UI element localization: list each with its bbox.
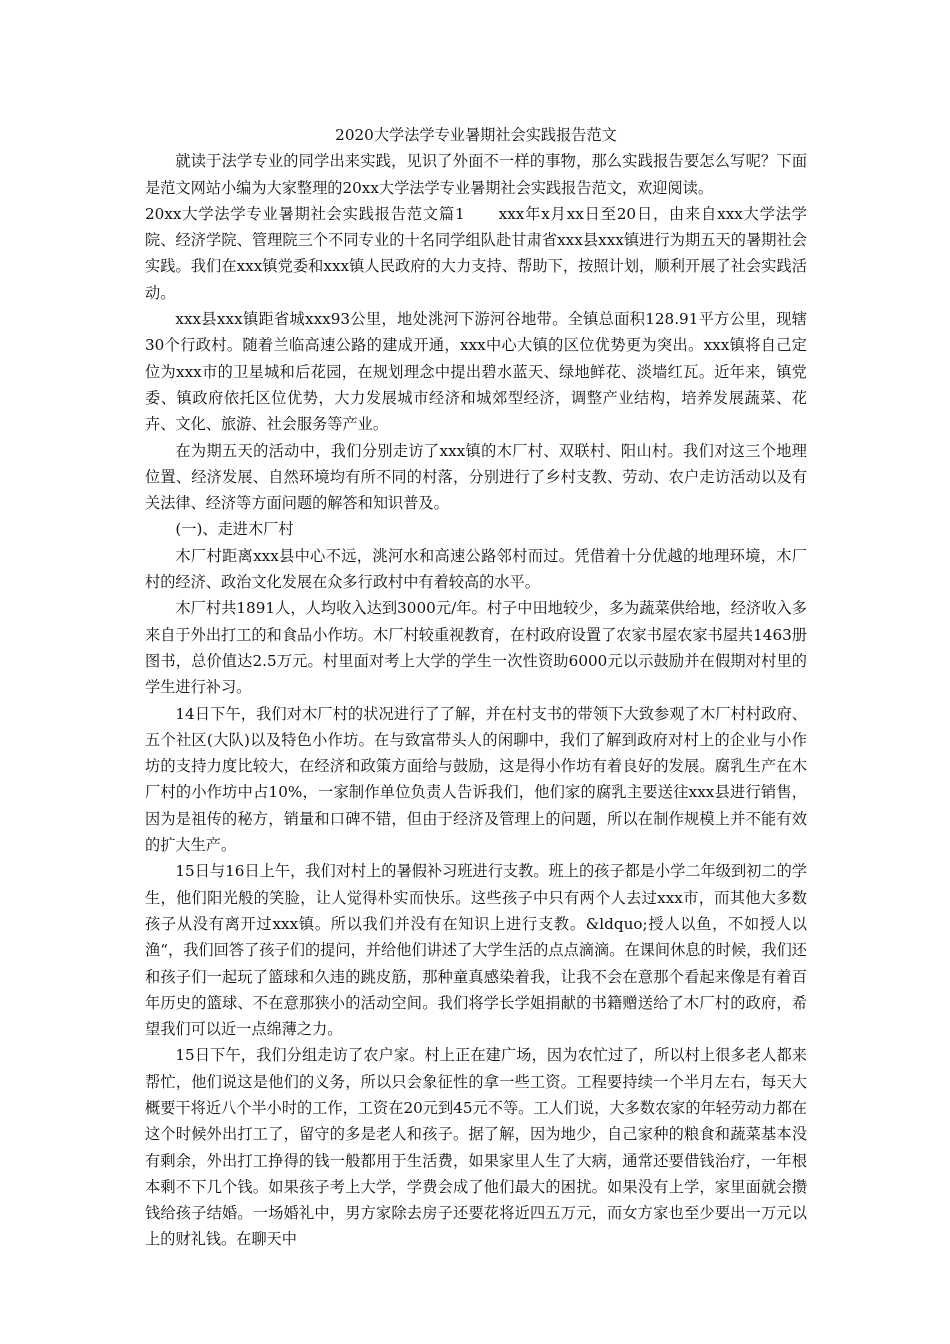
body-paragraph-4: 木厂村共1891人，人均收入达到3000元/年。村子中田地较少，多为蔬菜供给地，经济收入多来自于外出打工的和食品小作坊。木厂村较重视教育，在村政府设置了农家书屋农家书屋共1463册图书，总价值达2.5万元。村里面对考上大学的学生一次性资助6000元以示鼓励并在假期对村里的学生进行补习。 [145, 599, 807, 697]
section-heading: 20xx大学法学专业暑期社会实践报告范文篇1 [145, 204, 465, 223]
subsection-heading: (一)、走进木厂村 [175, 520, 294, 539]
intro-paragraph: 就读于法学专业的同学出来实践，见识了外面不一样的事物，那么实践报告要怎么写呢？下面是范文网站小编为大家整理的20xx大学法学专业暑期社会实践报告范文，欢迎阅读。 [145, 152, 807, 197]
section-paragraph [145, 201, 807, 306]
document-title: 2020大学法学专业暑期社会实践报告范文 [335, 126, 617, 144]
body-paragraph-2: 在为期五天的活动中，我们分别走访了xxx镇的木厂村、双联村、阳山村。我们对这三个地理位置、经济发展、自然环境均有所不同的村落，分别进行了乡村支教、劳动、农户走访活动以及有关法律、经济等方面问题的解答和知识普及。 [145, 441, 807, 513]
body-paragraph-6: 15日与16日上午，我们对村上的暑假补习班进行支教。班上的孩子都是小学二年级到初二的学生，他们阳光般的笑脸，让人觉得朴实而快乐。这些孩子中只有两个人去过xxx市，而其他大多数孩子从没有离开过xxx镇。所以我们并没有在知识上进行支教。&ldquo;授人以鱼，不如授人以渔“，我们回答了孩子们的提问，并给他们讲述了大学生活的点点滴滴。在课间休息的时候，我们还和孩子们一起玩了篮球和久违的跳皮筋，那种童真感染着我，让我不会在意那个看起来像是有着百年历史的篮球、不在意那狭小的活动空间。我们将学长学姐捐献的书籍赠送给了木厂村的政府，希望我们可以近一点绵薄之力。 [145, 862, 807, 1039]
document-body [145, 122, 807, 1253]
body-paragraph-7: 15日下午，我们分组走访了农户家。村上正在建广场，因为农忙过了，所以村上很多老人都来帮忙，他们说这是他们的义务，所以只会象征性的拿一些工资。工程要持续一个半月左右，每天大概要干将近八个半小时的工作，工资在20元到45元不等。工人们说，大多数农家的年轻劳动力都在这个时候外出打工了，留守的多是老人和孩子。据了解，因为地少，自己家种的粮食和蔬菜基本没有剩余，外出打工挣得的钱一般都用于生活费，如果家里人生了大病，通常还要借钱治疗，一年根本剩不下几个钱。如果孩子考上大学，学费会成了他们最大的困扰。如果没有上学，家里面就会攒钱给孩子结婚。一场婚礼中，男方家除去房子还要花将近四五万元，而女方家也至少要出一万元以上的财礼钱。在聊天中 [145, 1046, 807, 1249]
body-paragraph-5: 14日下午，我们对木厂村的状况进行了了解，并在村支书的带领下大致参观了木厂村村政府、五个社区(大队)以及特色小作坊。在与致富带头人的闲聊中，我们了解到政府对村上的企业与小作坊的支持力度比较大，在经济和政策方面给与鼓励，这是得小作坊有着良好的发展。腐乳生产在木厂村的小作坊中占10%，一家制作单位负责人告诉我们，他们家的腐乳主要送往xxx县进行销售，因为是祖传的秘方，销量和口碑不错，但由于经济及管理上的问题，所以在制作规模上并不能有效的扩大生产。 [145, 704, 807, 855]
body-paragraph-3: 木厂村距离xxx县中心不远，洮河水和高速公路邻村而过。凭借着十分优越的地理环境，木厂村的经济、政治文化发展在众多行政村中有着较高的水平。 [145, 546, 807, 592]
body-paragraph-1: xxx县xxx镇距省城xxx93公里，地处洮河下游河谷地带。全镇总面积128.91平方公里，现辖30个行政村。随着兰临高速公路的建成开通，xxx中心大镇的区位优势更为突出。xxx镇将自己定位为xxx市的卫星城和后花园，在规划理念中提出碧水蓝天、绿地鲜花、淡墙红瓦。近年来，镇党委、镇政府依托区位优势，大力发展城市经济和城郊型经济，调整产业结构，培养发展蔬菜、花卉、文化、旅游、社会服务等产业。 [145, 310, 807, 434]
section-first-text: xxx年x月xx日至20日，由来自xxx大学法学院、经济学院、管理院三个不同专业的十名同学组队赴甘肃省xxx县xxx镇进行为期五天的暑期社会实践。我们在xxx镇党委和xxx镇人民政府的大力支持、帮助下，按照计划，顺利开展了社会实践活动。 [145, 204, 807, 302]
